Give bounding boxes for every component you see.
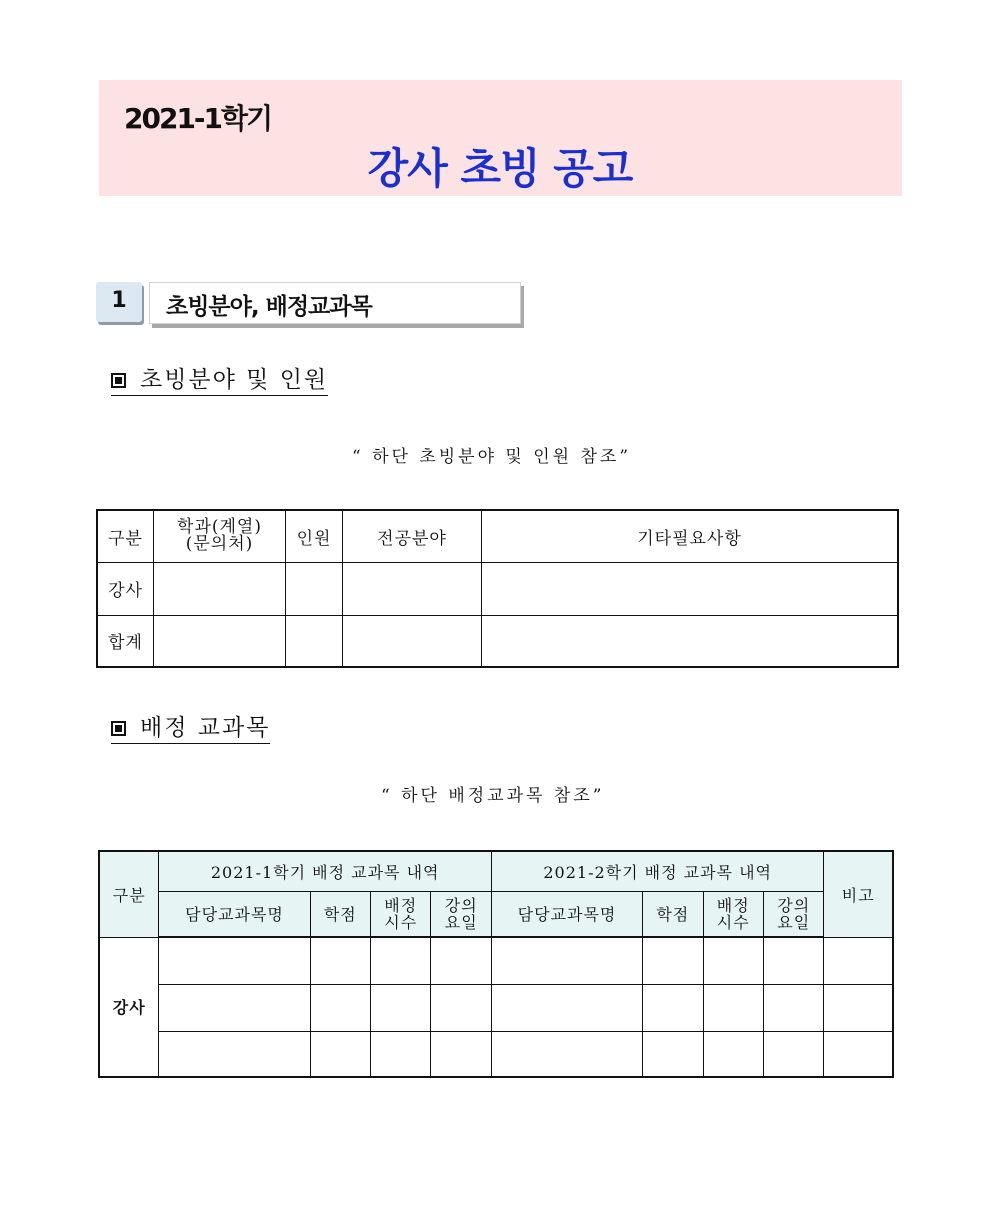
- semester-label: 2021-1학기: [124, 102, 272, 135]
- header-group-semester1: 2021-1학기 배정 교과목 내역: [159, 851, 492, 891]
- table-cell: [371, 984, 431, 1031]
- header-cell-line: (문의처): [185, 534, 254, 555]
- table-header-row: [97, 510, 898, 562]
- subheader-day: [431, 891, 491, 937]
- subheader-line: 요일: [777, 912, 811, 932]
- table-row: [99, 984, 893, 1031]
- table-cell: [763, 984, 823, 1031]
- table-cell: [703, 937, 763, 984]
- table-cell: [824, 984, 893, 1031]
- header-cell-remark: 비고: [824, 851, 893, 937]
- row-label: 강사: [99, 937, 159, 1077]
- subheader-line: 강의: [777, 895, 811, 915]
- table-cell: [431, 937, 491, 984]
- subheader-line: 배정: [716, 895, 750, 915]
- table-cell: [763, 937, 823, 984]
- table-cell: [343, 615, 482, 667]
- reference-note: “ 하단 배정교과목 참조”: [381, 786, 605, 806]
- table-cell: [159, 1031, 310, 1077]
- table-cell: [154, 562, 286, 615]
- subheader-line: 요일: [444, 912, 478, 932]
- subheader-day: [763, 891, 823, 937]
- subheader-line: 강의: [444, 895, 478, 915]
- page-title: 강사 초빙 공고: [367, 144, 633, 193]
- subheader-hours: [703, 891, 763, 937]
- table-cell: [643, 984, 703, 1031]
- subheading-text: 초빙분야 및 인원: [140, 367, 329, 393]
- table-cell: [643, 1031, 703, 1077]
- courses-table: [98, 850, 894, 1078]
- subheading-text: 배정 교과목: [140, 715, 271, 741]
- table-row: [99, 937, 893, 984]
- table-cell: [431, 984, 491, 1031]
- header-cell: 구분: [99, 851, 159, 937]
- subheader-credit: 학점: [310, 891, 370, 937]
- table-cell: [286, 615, 343, 667]
- filled-square-icon: [111, 373, 126, 388]
- table-cell: [763, 1031, 823, 1077]
- subheader-line: 시수: [384, 912, 418, 932]
- table-cell: [154, 615, 286, 667]
- table-cell: [643, 937, 703, 984]
- table-cell: [491, 937, 642, 984]
- subheader-hours: [371, 891, 431, 937]
- header-cell: 구분: [97, 510, 154, 562]
- table-cell: [310, 1031, 370, 1077]
- row-label: 합계: [97, 615, 154, 667]
- table-cell: [491, 1031, 642, 1077]
- table-cell: [482, 562, 899, 615]
- table-cell: [371, 1031, 431, 1077]
- filled-square-icon: [111, 721, 126, 736]
- header-cell-department: [154, 510, 286, 562]
- table-header-row: [99, 851, 893, 891]
- table-cell: [491, 984, 642, 1031]
- table-subheader-row: [99, 891, 893, 937]
- table-cell: [431, 1031, 491, 1077]
- table-cell: [371, 937, 431, 984]
- table-cell: [286, 562, 343, 615]
- table-cell: [159, 984, 310, 1031]
- table-cell: [482, 615, 899, 667]
- subheader-course: 담당교과목명: [159, 891, 310, 937]
- subheader-line: 배정: [384, 895, 418, 915]
- header-cell: 전공분야: [343, 510, 482, 562]
- table-row: [97, 562, 898, 615]
- header-group-semester2: 2021-2학기 배정 교과목 내역: [491, 851, 824, 891]
- table-cell: [159, 937, 310, 984]
- reference-note: “ 하단 초빙분야 및 인원 참조”: [352, 447, 632, 467]
- table-cell: [310, 984, 370, 1031]
- subheading-recruitment: [111, 361, 328, 396]
- table-cell: [703, 1031, 763, 1077]
- header-cell: 기타필요사항: [482, 510, 899, 562]
- table-row: [99, 1031, 893, 1077]
- table-cell: [703, 984, 763, 1031]
- section-title: 초빙분야, 배정교과목: [166, 294, 372, 320]
- header-cell: 인원: [286, 510, 343, 562]
- table-cell: [310, 937, 370, 984]
- row-label: 강사: [97, 562, 154, 615]
- subheader-course: 담당교과목명: [491, 891, 642, 937]
- subheading-courses: [111, 709, 270, 744]
- subheader-line: 시수: [716, 912, 750, 932]
- recruitment-table: [96, 509, 899, 668]
- table-cell: [824, 1031, 893, 1077]
- section-number: 1: [96, 282, 142, 322]
- table-row: [97, 615, 898, 667]
- table-cell: [343, 562, 482, 615]
- header-cell-line: 학과(계열): [177, 517, 262, 538]
- table-cell: [824, 937, 893, 984]
- subheader-credit: 학점: [643, 891, 703, 937]
